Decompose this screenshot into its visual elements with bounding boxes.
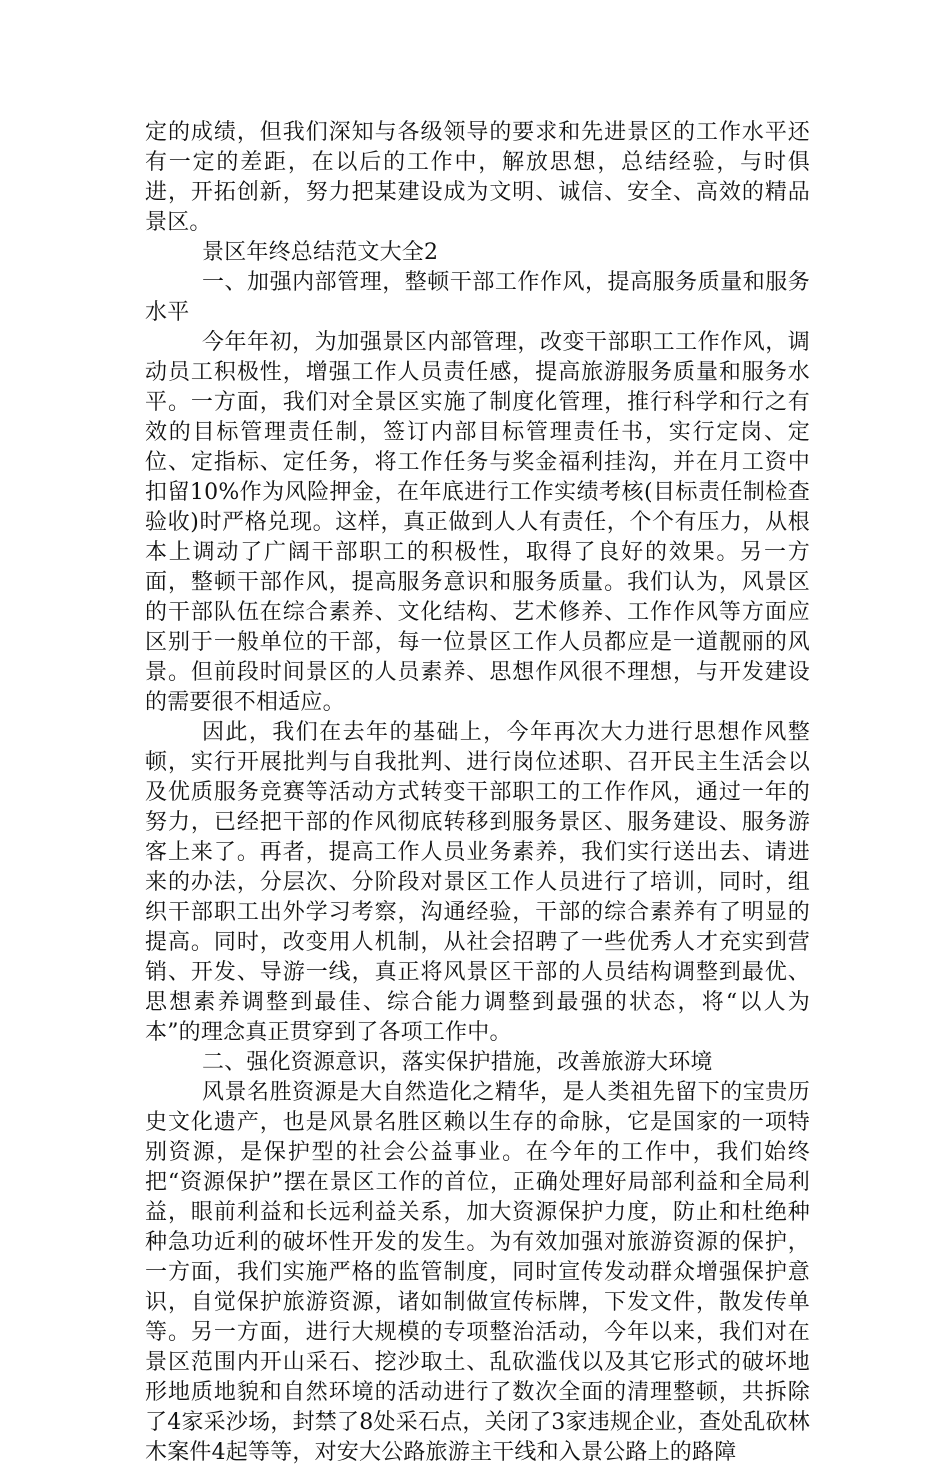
heading-resource-protection: 二、强化资源意识，落实保护措施，改善旅游大环境 — [202, 1050, 713, 1075]
heading-internal-management: 一、加强内部管理，整顿干部工作作风，提高服务质量和服务水平 — [145, 270, 810, 325]
paragraph-resource-protection: 风景名胜资源是大自然造化之精华，是人类祖先留下的宝贵历史文化遗产，也是风景名胜区赖以生存的命脉，它是国家的一项特别资源，是保护型的社会公益事业。在今年的工作中，我们始终把“资源保护”摆在景区工作的首位，正确处理好局部利益和全局利益，眼前利益和长远利益关系，加大资源保护力度，防止和杜绝种种急功近利的破坏性开发的发生。为有效加强对旅游资源的保护，一方面，我们实施严格的监管制度，同时宣传发动群众增强保护意识，自觉保护旅游资源，诸如制做宣传标牌，下发文件，散发传单等。另一方面，进行大规模的专项整治活动，今年以来，我们对在景区范围内开山采石、挖沙取土、乱砍滥伐以及其它形式的破坏地形地质地貌和自然环境的活动进行了数次全面的清理整顿，共拆除了4家采沙场，封禁了8处采石点，关闭了3家违规企业，查处乱砍林木案件4起等等，对安大公路旅游主干线和入景公路上的路障 — [145, 1080, 810, 1465]
paragraph-work-style: 因此，我们在去年的基础上，今年再次大力进行思想作风整顿，实行开展批判与自我批判、进行岗位述职、召开民主生活会以及优质服务竞赛等活动方式转变干部职工的工作作风，通过一年的努力，已经把干部的作风彻底转移到服务景区、服务建设、服务游客上来了。再者，提高工作人员业务素养，我们实行送出去、请进来的办法，分层次、分阶段对景区工作人员进行了培训，同时，组织干部职工出外学习考察，沟通经验，干部的综合素养有了明显的提高。同时，改变用人机制，从社会招聘了一些优秀人才充实到营销、开发、导游一线，真正将风景区干部的人员结构调整到最优、思想素养调整到最佳、综合能力调整到最强的状态，将“以人为本”的理念真正贯穿到了各项工作中。 — [145, 720, 810, 1045]
paragraph-internal-management: 今年年初，为加强景区内部管理，改变干部职工工作作风，调动员工积极性，增强工作人员责任感，提高旅游服务质量和服务水平。一方面，我们对全景区实施了制度化管理，推行科学和行之有效的目标管理责任制，签订内部目标管理责任书，实行定岗、定位、定指标、定任务，将工作任务与奖金福利挂沟，并在月工资中扣留10%作为风险押金，在年底进行工作实绩考核(目标责任制检查验收)时严格兑现。这样，真正做到人人有责任，个个有压力，从根本上调动了广阔干部职工的积极性，取得了良好的效果。另一方面，整顿干部作风，提高服务意识和服务质量。我们认为，风景区的干部队伍在综合素养、文化结构、艺术修养、工作作风等方面应区别于一般单位的干部，每一位景区工作人员都应是一道靓丽的风景。但前段时间景区的人员素养、思想作风很不理想，与开发建设的需要很不相适应。 — [145, 330, 810, 715]
document-body — [145, 118, 810, 1468]
section-title: 景区年终总结范文大全2 — [202, 240, 439, 265]
paragraph-continuation: 定的成绩，但我们深知与各级领导的要求和先进景区的工作水平还有一定的差距，在以后的工作中，解放思想，总结经验，与时俱进，开拓创新，努力把某建设成为文明、诚信、安全、高效的精品景区。 — [145, 120, 810, 235]
